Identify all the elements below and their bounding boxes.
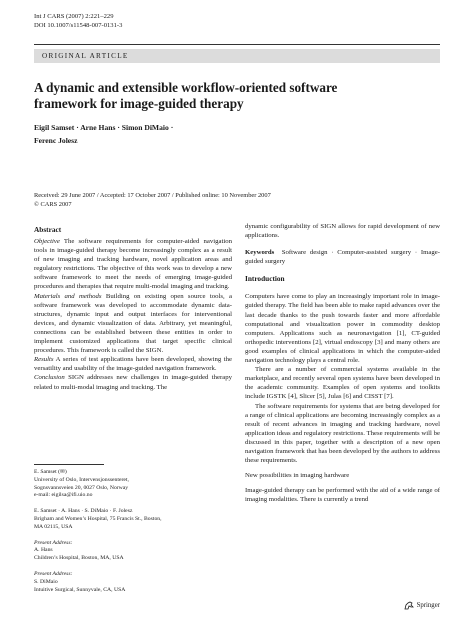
conclusion-label: Conclusion: [34, 374, 65, 382]
subsection-paragraph-1: Image-guided therapy can be performed with the aid of a wide range of imaging modalities. There is currently a trend: [245, 487, 440, 504]
correspondence-footnote: [34, 469, 232, 594]
authors-line-1: Eigil Samset · Arne Hans · Simon DiMaio ·: [34, 123, 174, 132]
body-column: [245, 222, 440, 504]
abstract-objective: [34, 237, 232, 292]
keywords: [245, 248, 440, 266]
publication-dates: [34, 192, 414, 209]
journal-citation: Int J CARS (2007) 2:221–229: [34, 13, 114, 20]
subsection-heading: New possibilities in imaging hardware: [245, 472, 350, 480]
present-address-name-1: A. Hans: [34, 547, 53, 554]
spacer: [245, 240, 440, 248]
author-list: [34, 122, 294, 147]
introduction-heading: Introduction: [245, 274, 285, 284]
results-label: Results: [34, 356, 54, 364]
springer-horse-icon: [404, 601, 414, 610]
doi: DOI 10.1007/s11548-007-0131-3: [34, 21, 123, 29]
abstract-results: [34, 355, 232, 373]
publisher-name: Springer: [416, 602, 440, 609]
present-address-label-2: Present Address:: [34, 570, 73, 577]
aff-address: MA 02115, USA: [34, 523, 73, 530]
abstract-column: [34, 225, 232, 392]
conclusion-text: SIGN addresses new challenges in image-guided therapy related to multi-modal imaging and tracking. The: [34, 374, 233, 391]
spacer: [34, 532, 232, 540]
aff-institution: Brigham and Women’s Hospital, 75 Francis St., Boston,: [34, 515, 162, 522]
corr-institution: University of Oslo, Intervensjonssenteret,: [34, 476, 129, 483]
results-text: A series of test applications have been developed, showing the versatility and usability of the image-guided navigation framework.: [34, 356, 232, 373]
received-accepted-published: Received: 29 June 2007 / Accepted: 17 October 2007 / Published online: 10 November 2007: [34, 192, 271, 199]
aff-authors: E. Samset · A. Hans · S. DiMaio · F. Jolesz: [34, 508, 133, 515]
corr-author: E. Samset (✉): [34, 469, 67, 475]
article-type-banner: ORIGINAL ARTICLE: [34, 49, 440, 63]
objective-text: The software requirements for computer-aided navigation tools in image-guided therapy become increasingly complex as a result of new imaging and tracking hardware, novel application areas and regulatory restrictions. The objective of this work was to develop a new software framework to meet the needs of emerging image-guided procedures and therapies that require multi-modal imaging and tracking.: [34, 238, 232, 291]
abstract-methods: [34, 292, 232, 356]
present-address-2: Intuitive Surgical, Sunnyvale, CA, USA: [34, 586, 126, 593]
methods-text: Building on existing open source tools, a software framework was developed to accommodate dynamic data-structures, dynamic input and output interfaces for interventional devices, and dynamic visualization of data. Arbitrary, yet meaningful, connections can be established between these entities in order to implement customized applications that target specific clinical procedures. This framework is called the SIGN.: [34, 292, 232, 355]
keywords-label: Keywords: [245, 249, 275, 257]
present-address-name-2: S. DiMaio: [34, 578, 58, 585]
copyright: © CARS 2007: [34, 200, 72, 208]
header-rule: [34, 44, 440, 45]
publisher-logo: [404, 601, 440, 610]
corr-address: Sognsvannsveien 20, 0027 Oslo, Norway: [34, 484, 129, 491]
corr-email: e-mail: eigilsa@ifi.uio.no: [34, 492, 93, 499]
spacer: [34, 563, 232, 571]
abstract-continuation: dynamic configurability of SIGN allows for rapid development of new applications.: [245, 223, 440, 240]
present-address-1: Children’s Hospital, Boston, MA, USA: [34, 555, 124, 562]
abstract-heading: Abstract: [34, 225, 62, 234]
keywords-text: Software design · Computer-assisted surgery · Image-guided surgery: [245, 249, 441, 266]
abstract-conclusion: [34, 373, 232, 391]
intro-paragraph-2: There are a number of commercial systems available in the marketplace, and recently several open systems have been developed in the academic community. Examples of open systems and toolkits include IGSTK [4], Slicer [5], Julas [6] and CISST [7].: [245, 366, 440, 401]
present-address-label-1: Present Address:: [34, 539, 73, 546]
intro-paragraph-1: Computers have come to play an increasingly important role in image-guided therapy. The field has been able to make rapid advances over the last decade thanks to the push towards faster and more affordable computational and visualization power in commodity desktop computers. Applications such as neuronavigation [1], CT-guided orthopedic interventions [2], virtual endoscopy [3] and many others are good examples of clinical applications in which the computer-aided navigation technology plays a central role.: [245, 293, 440, 365]
methods-label: Materials and methods: [34, 292, 102, 300]
article-title: A dynamic and extensible workflow-oriented software framework for image-guided therapy: [34, 80, 338, 111]
objective-label: Objective: [34, 238, 60, 245]
intro-paragraph-3: The software requirements for systems that are being developed for a range of clinical applications are becoming increasingly complex as a result of recent advances in imaging and tracking hardware, novel application ideas and regulatory restrictions. These requirements will be discussed in this paper, together with a description of a new open navigation framework that has been developed by the authors to address these requirements.: [245, 402, 440, 465]
spacer: [245, 266, 440, 274]
footnote-rule: [34, 464, 104, 465]
spacer: [34, 500, 232, 508]
authors-line-2: Ferenc Jolesz: [34, 135, 78, 145]
